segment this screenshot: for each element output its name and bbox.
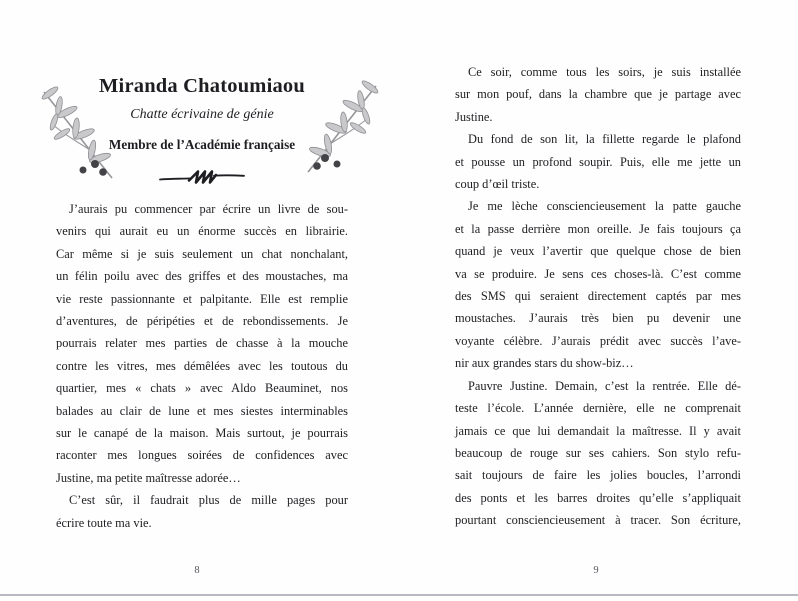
page-number-left: 8 (194, 565, 200, 576)
text-line: et la passe derrière mon oreille. Je fais toujours ça (455, 221, 741, 236)
text-line: coup d’œil triste. (455, 177, 540, 192)
page-9-body (455, 61, 741, 532)
text-line: quand je veux l’avertir que quelque chose de bien (455, 244, 741, 259)
chapter-title: Miranda Chatoumiaou (99, 75, 305, 97)
text-line: voyante célèbre. J’aurais prédit avec succès l’ave- (455, 333, 741, 348)
text-line: d’aventures, de péripéties et de rebondissements. Je (56, 314, 348, 329)
text-line: Pauvre Justine. Demain, c’est la rentrée. Elle dé- (468, 378, 741, 393)
text-line: Justine. (455, 109, 493, 124)
text-line: pourrais relater mes parties de chasse à la mouche (56, 336, 348, 351)
text-line: vie reste passionnante et palpitante. Elle est remplie (56, 291, 348, 306)
text-line: écrire toute ma vie. (56, 515, 152, 530)
text-line: des ponts et les barres droites qu’elle s’appliquait (455, 490, 741, 505)
chapter-header (56, 0, 348, 190)
text-line: pourtant consciencieusement à tracer. Son écriture, (455, 513, 741, 528)
text-line: balades au clair de lune et mes siestes interminables (56, 403, 348, 418)
text-line: contre les vitres, mes démêlées avec les toutous du (56, 358, 348, 373)
text-line: nir aux grandes stars du show-biz… (455, 356, 634, 371)
text-line: C’est sûr, il faudrait plus de mille pages pour (69, 493, 348, 508)
page-8-body (56, 198, 348, 534)
text-line: Car même si je suis seulement un chat nonchalant, (56, 246, 348, 261)
text-line: raconter mes longues soirées de confidences avec (56, 448, 348, 463)
text-line: Justine, ma petite maîtresse adorée… (56, 470, 241, 485)
text-line: teste l’école. L’année dernière, elle ne comprenait (455, 401, 741, 416)
text-line: Du fond de son lit, la fillette regarde le plafond (468, 132, 741, 147)
rope-twist-divider-icon (159, 169, 245, 185)
text-line: venirs qui aurait eu un énorme succès en librairie. (56, 224, 348, 239)
text-line: des SMS qui seraient directement captés par mes (455, 289, 741, 304)
text-line: va se produire. Je sens ces choses-là. C’est comme (455, 266, 741, 281)
page-number-right: 9 (593, 565, 599, 576)
text-line: quartier, mes « chats » avec Aldo Beauminet, nos (56, 381, 348, 396)
text-line: moustaches. J’aurais très bien pu devenir une (455, 311, 741, 326)
text-line: beaucoup de rouge sur ses cahiers. Son stylo refu- (455, 445, 741, 460)
text-line: jamais ce que lui demandait la maîtresse. Il y avait (455, 423, 741, 438)
text-line: Je me lèche consciencieusement la patte gauche (468, 199, 741, 214)
text-line: sait toujours de faire les jolies boucles, l’arrondi (455, 468, 741, 483)
text-line: un félin poilu avec des griffes et des moustaches, ma (56, 269, 348, 284)
text-line: et pousse un profond soupir. Puis, elle me jette un (455, 154, 741, 169)
text-line: sur mon pouf, dans la chambre que je partage avec (455, 87, 741, 102)
chapter-subtitle: Chatte écrivaine de génie (130, 107, 274, 122)
text-line: Ce soir, comme tous les soirs, je suis installée (468, 65, 741, 79)
text-line: J’aurais pu commencer par écrire un livre de sou- (69, 202, 348, 216)
bottom-edge-line (0, 594, 798, 596)
text-line: sur le canapé de la maison. Mais surtout, je pourrais (56, 426, 348, 441)
chapter-membership: Membre de l’Académie française (108, 137, 296, 152)
